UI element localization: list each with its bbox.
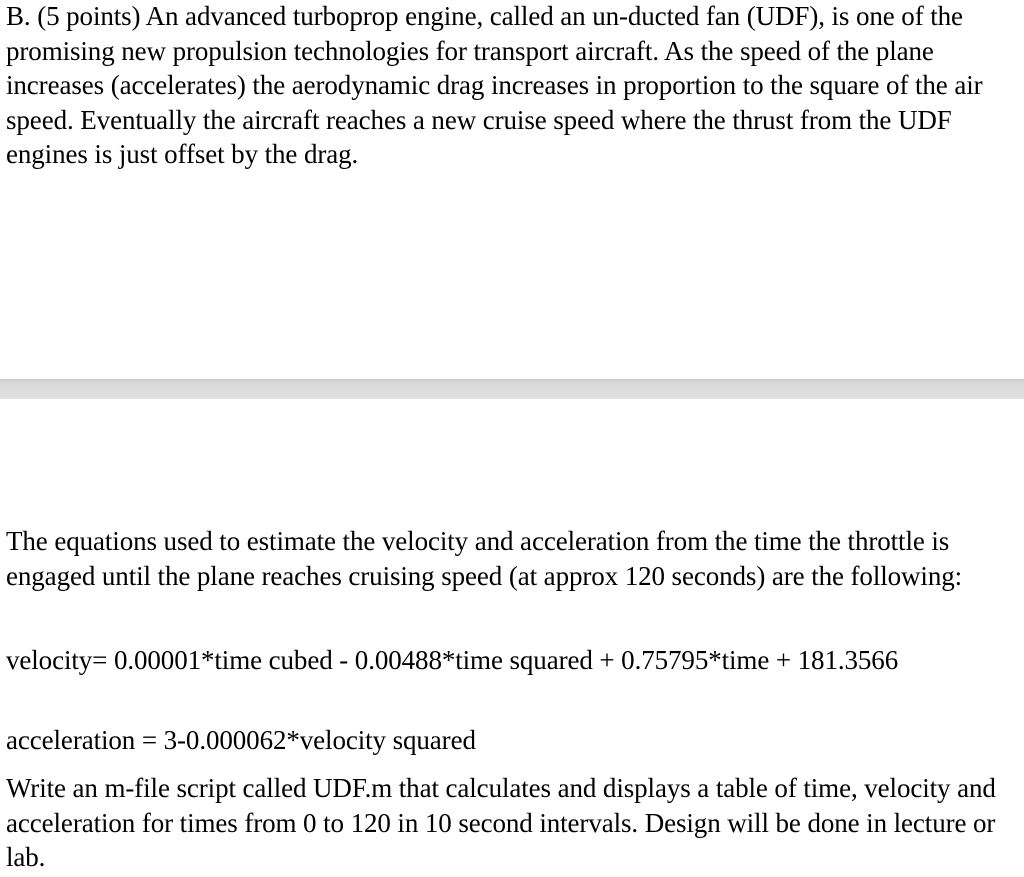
section-divider: [0, 379, 1024, 399]
task-paragraph: Write an m-file script called UDF.m that calculates and displays a table of time, velocity and acceleration for times from 0 to 120 in 10 second intervals. Design will be done in lecture or lab.: [6, 773, 996, 872]
acceleration-equation: acceleration = 3-0.000062*velocity squared: [6, 725, 476, 755]
problem-intro-paragraph: B. (5 points) An advanced turboprop engine, called an un-ducted fan (UDF), is one of the promising new propulsion technologies for transport aircraft. As the speed of the plane increases (accelerates) the aerodynamic drag increases in proportion to the square of the air speed. Eventually the aircraft reaches a new cruise speed where the thrust from the UDF engines is just offset by the drag.: [6, 1, 983, 169]
equations-intro-paragraph: The equations used to estimate the velocity and acceleration from the time the throttle is engaged until the plane reaches cruising speed (at approx 120 seconds) are the following:: [6, 526, 963, 591]
velocity-equation: velocity= 0.00001*time cubed - 0.00488*time squared + 0.75795*time + 181.3566: [6, 645, 899, 675]
